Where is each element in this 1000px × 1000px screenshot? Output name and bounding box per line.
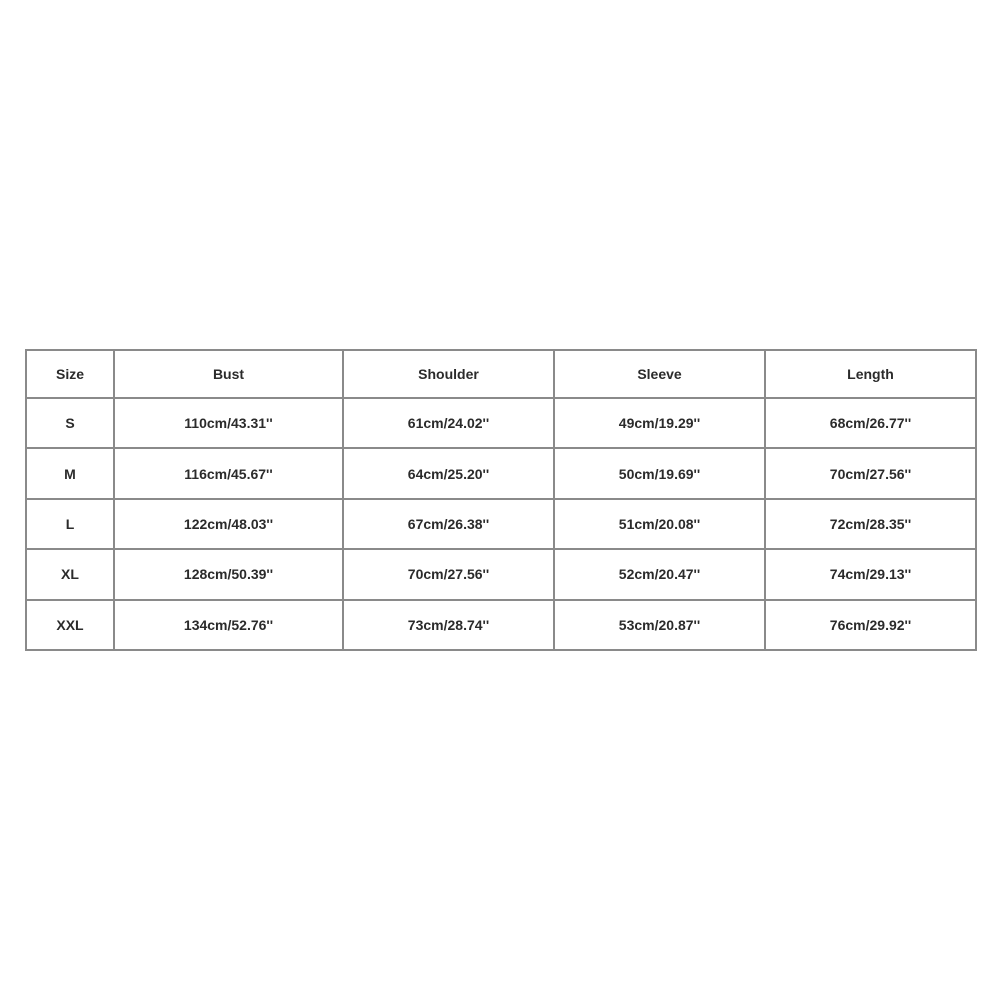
- length-cell: 74cm/29.13'': [765, 549, 976, 599]
- shoulder-cell: 61cm/24.02'': [343, 398, 554, 448]
- size-cell: XXL: [26, 600, 114, 650]
- table-row: [26, 499, 976, 549]
- shoulder-cell: 64cm/25.20'': [343, 448, 554, 498]
- header-shoulder: Shoulder: [343, 350, 554, 398]
- header-size: Size: [26, 350, 114, 398]
- sleeve-cell: 51cm/20.08'': [554, 499, 765, 549]
- table-row: [26, 549, 976, 599]
- bust-cell: 122cm/48.03'': [114, 499, 343, 549]
- header-bust: Bust: [114, 350, 343, 398]
- bust-cell: 110cm/43.31'': [114, 398, 343, 448]
- table-row: [26, 600, 976, 650]
- shoulder-cell: 67cm/26.38'': [343, 499, 554, 549]
- length-cell: 68cm/26.77'': [765, 398, 976, 448]
- size-cell: L: [26, 499, 114, 549]
- size-cell: S: [26, 398, 114, 448]
- size-cell: M: [26, 448, 114, 498]
- shoulder-cell: 70cm/27.56'': [343, 549, 554, 599]
- length-cell: 76cm/29.92'': [765, 600, 976, 650]
- table-row: [26, 448, 976, 498]
- header-row: [26, 350, 976, 398]
- size-cell: XL: [26, 549, 114, 599]
- sleeve-cell: 53cm/20.87'': [554, 600, 765, 650]
- sleeve-cell: 50cm/19.69'': [554, 448, 765, 498]
- bust-cell: 134cm/52.76'': [114, 600, 343, 650]
- length-cell: 70cm/27.56'': [765, 448, 976, 498]
- header-length: Length: [765, 350, 976, 398]
- size-chart-table: [25, 349, 977, 651]
- shoulder-cell: 73cm/28.74'': [343, 600, 554, 650]
- table-row: [26, 398, 976, 448]
- length-cell: 72cm/28.35'': [765, 499, 976, 549]
- bust-cell: 116cm/45.67'': [114, 448, 343, 498]
- sleeve-cell: 49cm/19.29'': [554, 398, 765, 448]
- sleeve-cell: 52cm/20.47'': [554, 549, 765, 599]
- bust-cell: 128cm/50.39'': [114, 549, 343, 599]
- header-sleeve: Sleeve: [554, 350, 765, 398]
